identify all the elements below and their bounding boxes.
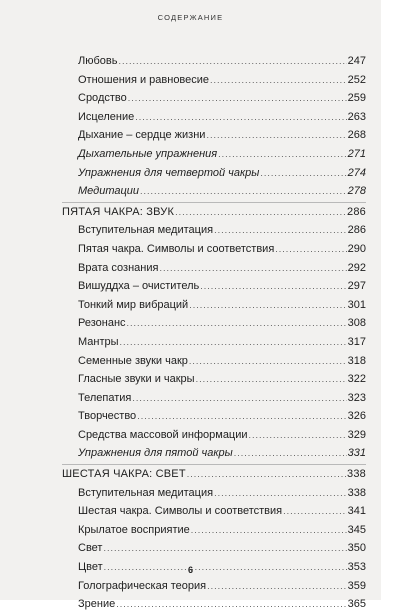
toc-entry[interactable]: [62, 577, 366, 596]
toc-entry-page: 341: [347, 505, 366, 518]
dot-leader: [210, 71, 347, 90]
toc-entry-page: 247: [347, 55, 366, 67]
toc-entry-title: Зрение: [78, 598, 116, 611]
dot-leader: [191, 521, 347, 540]
dot-leader: [118, 52, 346, 71]
dot-leader: [206, 126, 346, 145]
toc-entry-page: 274: [347, 166, 366, 179]
dot-leader: [189, 296, 346, 315]
page-number: 6: [187, 565, 193, 575]
dot-leader: [207, 577, 347, 596]
dot-leader: [175, 203, 346, 222]
toc-entry-page: 322: [347, 373, 366, 386]
toc-entry[interactable]: [62, 259, 366, 278]
toc-entry-page: 331: [347, 447, 366, 460]
toc-entry[interactable]: [62, 221, 366, 240]
running-header: СОДЕРЖАНИЕ: [157, 13, 224, 22]
dot-leader: [283, 502, 347, 521]
toc-entry-title: Дыхательные упражнения: [78, 147, 218, 160]
toc-entry-page: 345: [347, 523, 366, 536]
dot-leader: [200, 277, 346, 296]
toc-entry-title: Медитации: [78, 185, 140, 198]
toc-entry[interactable]: [62, 595, 366, 614]
toc-entry[interactable]: [62, 89, 366, 108]
toc-entry-title: Гласные звуки и чакры: [78, 373, 195, 386]
toc-entry[interactable]: [62, 71, 366, 90]
toc-entry[interactable]: [62, 108, 366, 127]
dot-leader: [127, 314, 347, 333]
dot-leader: [249, 426, 347, 445]
toc-entry-page: 286: [347, 224, 366, 237]
dot-leader: [218, 145, 347, 164]
toc-entry-page: 338: [347, 468, 366, 481]
toc-entry-title: Крылатое восприятие: [78, 523, 190, 536]
dot-leader: [135, 108, 346, 127]
toc-entry-page: 252: [347, 73, 366, 86]
toc-entry[interactable]: [62, 389, 366, 408]
toc-entry-title: Тонкий мир вибраций: [78, 298, 189, 311]
toc-entry-title: Вступительная медитация: [78, 224, 214, 237]
dot-leader: [120, 333, 347, 352]
toc-entry[interactable]: [62, 182, 366, 201]
toc-entry[interactable]: [62, 352, 366, 371]
dot-leader: [137, 407, 346, 426]
toc-entry-title: ПЯТАЯ ЧАКРА: ЗВУК: [62, 205, 175, 218]
toc-entry-page: 290: [347, 242, 366, 255]
toc-entry-page: 297: [347, 280, 366, 293]
toc-entry-page: 308: [347, 317, 366, 330]
toc-entry-title: Творчество: [78, 410, 137, 423]
toc-entry-page: 278: [347, 185, 366, 198]
toc-entry-title: Шестая чакра. Символы и соответствия: [78, 505, 283, 518]
toc-entry-title: Исцеление: [78, 110, 135, 123]
toc-entry-page: 329: [347, 428, 366, 441]
toc-entry-title: Пятая чакра. Символы и соответствия: [78, 242, 275, 255]
dot-leader: [189, 352, 347, 371]
toc-entry[interactable]: [62, 277, 366, 296]
toc-entry-title: Голографическая теория: [78, 579, 207, 592]
toc-entry[interactable]: [62, 333, 366, 352]
toc-entry-page: 350: [347, 542, 366, 555]
dot-leader: [214, 221, 347, 240]
toc-entry-page: 259: [347, 92, 366, 105]
toc-entry[interactable]: [62, 52, 366, 71]
toc-entry-title: Цвет: [78, 561, 103, 574]
table-of-contents: [62, 52, 366, 614]
toc-chapter[interactable]: [62, 203, 366, 222]
toc-entry[interactable]: [62, 145, 366, 164]
toc-entry-title: Средства массовой информации: [78, 428, 248, 441]
toc-entry[interactable]: [62, 484, 366, 503]
dot-leader: [275, 240, 346, 259]
toc-entry-page: 326: [347, 410, 366, 423]
toc-entry[interactable]: [62, 444, 366, 463]
dot-leader: [214, 484, 347, 503]
dot-leader: [260, 164, 346, 183]
toc-entry-page: 292: [347, 261, 366, 274]
toc-entry-title: Семенные звуки чакр: [78, 354, 188, 367]
toc-entry[interactable]: [62, 407, 366, 426]
toc-entry-page: 365: [347, 598, 366, 611]
toc-entry[interactable]: [62, 502, 366, 521]
page-edge: [381, 0, 400, 600]
toc-entry-page: 317: [347, 335, 366, 348]
toc-entry-page: 268: [347, 129, 366, 142]
dot-leader: [116, 595, 346, 614]
toc-entry-title: Врата сознания: [78, 261, 159, 274]
toc-entry-title: Упражнения для пятой чакры: [78, 447, 233, 460]
dot-leader: [196, 370, 347, 389]
dot-leader: [159, 259, 346, 278]
toc-entry[interactable]: [62, 370, 366, 389]
toc-entry-title: Мантры: [78, 335, 119, 348]
dot-leader: [234, 444, 347, 463]
toc-entry-title: Вступительная медитация: [78, 486, 214, 499]
toc-entry-title: Любовь: [78, 55, 118, 67]
dot-leader: [140, 182, 347, 201]
toc-entry-title: Вишуддха – очиститель: [78, 280, 200, 293]
toc-entry-title: Резонанс: [78, 317, 126, 330]
toc-entry[interactable]: [62, 240, 366, 259]
toc-entry[interactable]: [62, 314, 366, 333]
toc-entry-page: 271: [347, 147, 366, 160]
toc-entry[interactable]: [62, 164, 366, 183]
toc-entry-page: 286: [347, 205, 366, 218]
toc-entry-title: Сродство: [78, 92, 127, 105]
toc-entry-title: Телепатия: [78, 391, 132, 404]
toc-entry-page: 353: [347, 561, 366, 574]
toc-entry-title: Упражнения для четвертой чакры: [78, 166, 260, 179]
toc-entry[interactable]: [62, 539, 366, 558]
toc-entry[interactable]: [62, 126, 366, 145]
toc-entry[interactable]: [62, 296, 366, 315]
toc-entry-title: Свет: [78, 542, 103, 555]
dot-leader: [103, 539, 346, 558]
toc-entry-page: 263: [347, 110, 366, 123]
dot-leader: [187, 465, 346, 484]
toc-entry[interactable]: [62, 426, 366, 445]
toc-entry-page: 359: [347, 579, 366, 592]
toc-entry-page: 318: [347, 354, 366, 367]
dot-leader: [128, 89, 347, 108]
toc-entry-page: 301: [347, 298, 366, 311]
toc-entry-title: Дыхание – сердце жизни: [78, 129, 206, 142]
toc-entry-title: Отношения и равновесие: [78, 73, 210, 86]
toc-entry-page: 338: [347, 486, 366, 499]
toc-entry-page: 323: [347, 391, 366, 404]
toc-chapter[interactable]: [62, 465, 366, 484]
toc-entry-title: ШЕСТАЯ ЧАКРА: СВЕТ: [62, 468, 186, 481]
toc-entry[interactable]: [62, 521, 366, 540]
dot-leader: [132, 389, 346, 408]
